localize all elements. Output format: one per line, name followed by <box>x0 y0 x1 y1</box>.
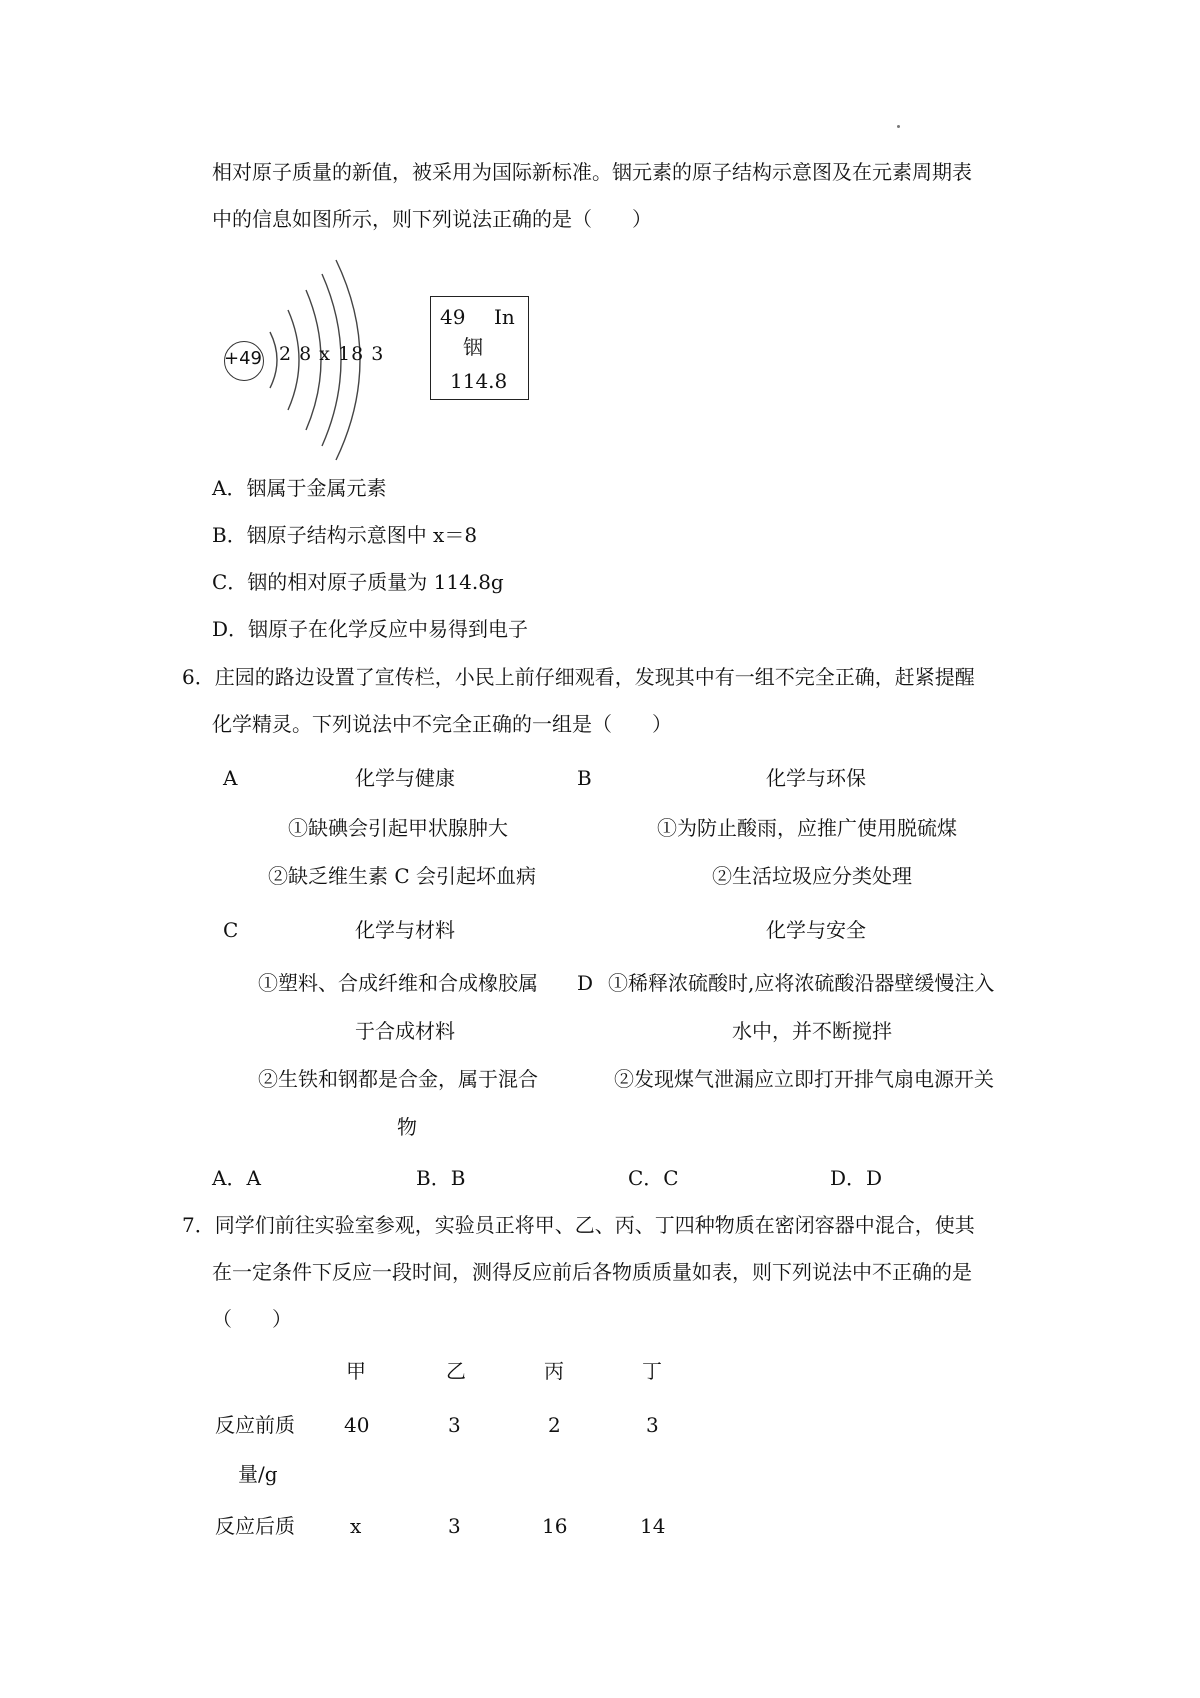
element-mass: 114.8 <box>450 369 508 393</box>
table-row2-cell-jia: x <box>350 1514 362 1538</box>
q7-stem-line1: 7．同学们前往实验室参观，实验员正将甲、乙、丙、丁四种物质在密闭容器中混合，使其 <box>182 1213 975 1237</box>
q5-option-d: D．铟原子在化学反应中易得到电子 <box>212 617 529 641</box>
q6-group-d-item1a: ①稀释浓硫酸时,应将浓硫酸沿器壁缓慢注入 <box>608 971 995 995</box>
q6-stem-line2: 化学精灵。下列说法中不完全正确的一组是（ ） <box>212 712 672 736</box>
atom-shell-electrons: 2 8 x 18 3 <box>279 343 385 365</box>
table-row1-cell-yi: 3 <box>448 1413 461 1437</box>
q6-group-b-item2: ②生活垃圾应分类处理 <box>712 864 912 888</box>
q5-stem-line1: 相对原子质量的新值，被采用为国际新标准。铟元素的原子结构示意图及在元素周期表 <box>212 160 972 184</box>
q7-stem-line3: （ ） <box>212 1307 292 1331</box>
q7-stem-line2: 在一定条件下反应一段时间，测得反应前后各物质质量如表，则下列说法中不正确的是 <box>212 1260 972 1284</box>
q6-group-b-title: 化学与环保 <box>766 766 866 790</box>
element-symbol: In <box>494 305 515 329</box>
q6-group-c-item2b: 物 <box>397 1115 417 1139</box>
q6-group-d-item1b: 水中，并不断搅拌 <box>732 1019 892 1043</box>
table-row1-label-a: 反应前质 <box>215 1413 295 1437</box>
q6-group-d-item2: ②发现煤气泄漏应立即打开排气扇电源开关 <box>614 1067 994 1091</box>
q6-stem-line1: 6．庄园的路边设置了宣传栏，小民上前仔细观看，发现其中有一组不完全正确，赶紧提醒 <box>182 665 975 689</box>
table-header-jia: 甲 <box>346 1359 366 1383</box>
table-row1-label-b: 量/g <box>238 1462 278 1486</box>
table-row1-cell-jia: 40 <box>344 1413 370 1437</box>
q6-group-c-item1b: 于合成材料 <box>355 1019 455 1043</box>
q6-choice-c: C．C <box>628 1166 679 1190</box>
element-card <box>430 296 529 400</box>
q6-group-a-item2: ②缺乏维生素 C 会引起坏血病 <box>268 864 537 888</box>
q6-group-a-letter: A <box>223 766 238 790</box>
table-header-yi: 乙 <box>446 1359 466 1383</box>
table-row2-cell-ding: 14 <box>640 1514 666 1538</box>
table-row2-label-a: 反应后质 <box>215 1514 295 1538</box>
table-header-ding: 丁 <box>642 1359 662 1383</box>
table-row1-cell-ding: 3 <box>646 1413 659 1437</box>
q5-stem-line2: 中的信息如图所示，则下列说法正确的是（ ） <box>212 207 652 231</box>
q6-group-a-title: 化学与健康 <box>355 766 455 790</box>
q5-option-b: B．铟原子结构示意图中 x＝8 <box>212 523 478 547</box>
q6-group-b-letter: B <box>577 766 592 790</box>
q5-option-c: C．铟的相对原子质量为 114.8g <box>212 570 504 594</box>
table-header-bing: 丙 <box>544 1359 564 1383</box>
q6-group-a-item1: ①缺碘会引起甲状腺肿大 <box>288 816 508 840</box>
q6-choice-a: A．A <box>212 1166 261 1190</box>
table-row2-cell-bing: 16 <box>542 1514 568 1538</box>
stray-dot <box>897 125 900 128</box>
table-row1-cell-bing: 2 <box>548 1413 561 1437</box>
atom-nucleus-charge: +49 <box>224 348 262 369</box>
table-row2-cell-yi: 3 <box>448 1514 461 1538</box>
q6-group-b-item1: ①为防止酸雨，应推广使用脱硫煤 <box>657 816 957 840</box>
q6-choice-d: D．D <box>830 1166 883 1190</box>
q6-group-c-item2a: ②生铁和钢都是合金，属于混合 <box>258 1067 538 1091</box>
q6-group-c-letter: C <box>223 918 239 942</box>
q6-group-c-title: 化学与材料 <box>355 918 455 942</box>
q6-group-d-letter: D <box>577 971 594 995</box>
q6-group-c-item1a: ①塑料、合成纤维和合成橡胶属 <box>258 971 538 995</box>
element-atomic-number: 49 <box>440 305 466 329</box>
q6-group-d-title: 化学与安全 <box>766 918 866 942</box>
element-name: 铟 <box>463 335 483 359</box>
q6-choice-b: B．B <box>416 1166 466 1190</box>
q5-option-a: A．铟属于金属元素 <box>212 476 387 500</box>
